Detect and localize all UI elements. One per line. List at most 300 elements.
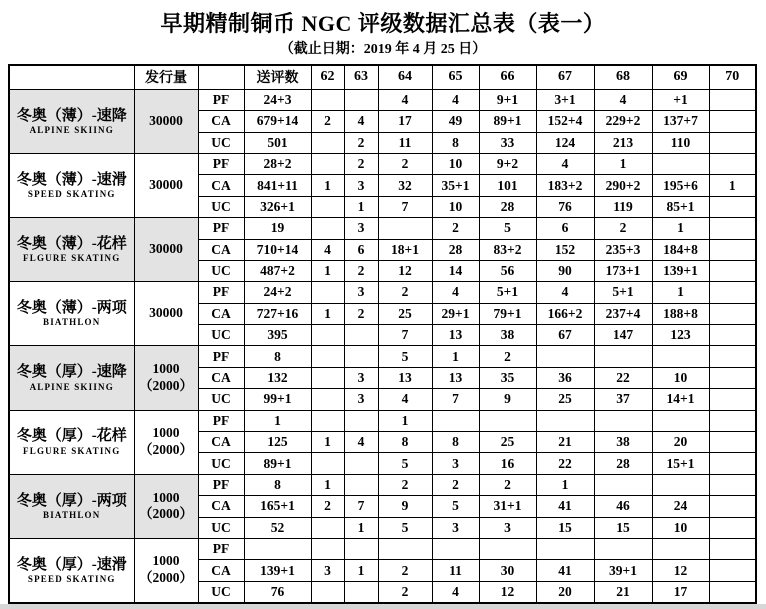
group-name-en: FLGURE SKATING xyxy=(23,253,121,264)
group-label-cell xyxy=(9,89,134,153)
grade-cell: 21 xyxy=(594,581,652,602)
grade-cell xyxy=(311,453,344,474)
grade-cell xyxy=(479,410,536,431)
group-name-en: ALPINE SKIING xyxy=(29,381,114,392)
grade-cell xyxy=(344,474,378,495)
group-label-cell xyxy=(9,282,134,346)
page-title: 早期精制铜币 NGC 评级数据汇总表（表一） xyxy=(160,11,606,36)
grade-cell xyxy=(652,538,709,559)
grade-cell: 1 xyxy=(311,260,344,281)
grade-cell xyxy=(709,218,756,239)
mintage-cell xyxy=(134,346,198,410)
grade-cell xyxy=(479,538,536,559)
table-row xyxy=(9,410,756,431)
grade-cell xyxy=(311,196,344,217)
table-row xyxy=(9,218,756,239)
table-row xyxy=(9,153,756,174)
type-cell: CA xyxy=(198,175,244,196)
grade-cell xyxy=(311,410,344,431)
grade-header: 69 xyxy=(652,65,709,90)
grade-cell: 3 xyxy=(432,517,479,538)
type-cell: PF xyxy=(198,153,244,174)
submitted-cell: 24+3 xyxy=(244,89,311,110)
corner-cell xyxy=(9,65,134,90)
grade-cell: 5 xyxy=(432,496,479,517)
mintage-cell xyxy=(134,153,198,217)
grade-cell: 1 xyxy=(311,432,344,453)
grade-cell: 15 xyxy=(594,517,652,538)
submitted-cell: 1 xyxy=(244,410,311,431)
grade-cell: 20 xyxy=(536,581,594,602)
mintage-cell xyxy=(134,410,198,474)
group-label-cell xyxy=(9,153,134,217)
submitted-header: 送评数 xyxy=(244,65,311,90)
grade-cell: 8 xyxy=(378,432,432,453)
mintage-line: 1000 xyxy=(152,425,180,441)
table-row xyxy=(9,538,756,559)
grade-header: 62 xyxy=(311,65,344,90)
grade-cell: 18+1 xyxy=(378,239,432,260)
grade-cell: 35+1 xyxy=(432,175,479,196)
grade-cell: 12 xyxy=(378,260,432,281)
page-subtitle: （截止日期：2019 年 4 月 25 日） xyxy=(279,42,487,58)
grade-cell xyxy=(709,260,756,281)
group-label-cell xyxy=(9,410,134,474)
type-cell: PF xyxy=(198,218,244,239)
grade-cell: 5+1 xyxy=(479,282,536,303)
grade-cell: 110 xyxy=(652,132,709,153)
group-name-en: BIATHLON xyxy=(43,317,101,328)
grade-cell xyxy=(311,218,344,239)
grade-cell: 3 xyxy=(432,453,479,474)
grade-cell: 13 xyxy=(432,367,479,388)
grade-cell: 17 xyxy=(378,111,432,132)
grade-cell: 29+1 xyxy=(432,303,479,324)
grade-cell: 28 xyxy=(432,239,479,260)
grade-cell xyxy=(652,474,709,495)
grade-cell: 5 xyxy=(378,517,432,538)
grade-cell: 14 xyxy=(432,260,479,281)
grade-cell: 4 xyxy=(344,432,378,453)
grade-cell: 7 xyxy=(344,496,378,517)
grade-cell xyxy=(536,410,594,431)
grade-cell: 123 xyxy=(652,325,709,346)
mintage-line: （2000） xyxy=(139,570,193,586)
grade-cell xyxy=(709,346,756,367)
grade-cell xyxy=(709,432,756,453)
grade-cell: 36 xyxy=(536,367,594,388)
grade-cell xyxy=(311,517,344,538)
grade-cell: 28 xyxy=(594,453,652,474)
mintage-cell xyxy=(134,538,198,602)
mintage-line: 1000 xyxy=(152,553,180,569)
submitted-cell: 24+2 xyxy=(244,282,311,303)
grade-cell: 28 xyxy=(479,196,536,217)
grade-cell xyxy=(709,196,756,217)
grade-cell xyxy=(344,346,378,367)
grade-cell: 31+1 xyxy=(479,496,536,517)
grade-cell xyxy=(432,410,479,431)
grade-cell xyxy=(344,325,378,346)
grade-cell: 235+3 xyxy=(594,239,652,260)
grade-cell xyxy=(311,346,344,367)
submitted-cell: 710+14 xyxy=(244,239,311,260)
mintage-line: 1000 xyxy=(152,361,180,377)
grade-cell: 17 xyxy=(652,581,709,602)
type-cell: CA xyxy=(198,560,244,581)
grade-cell: 89+1 xyxy=(479,111,536,132)
grade-cell: 38 xyxy=(479,325,536,346)
grade-cell: 79+1 xyxy=(479,303,536,324)
submitted-cell: 99+1 xyxy=(244,389,311,410)
grade-cell: 24 xyxy=(652,496,709,517)
group-name-en: SPEED SKATING xyxy=(27,573,116,584)
type-cell: UC xyxy=(198,196,244,217)
grade-cell: 4 xyxy=(378,389,432,410)
grade-cell: 137+7 xyxy=(652,111,709,132)
table-row xyxy=(9,474,756,495)
mintage-line: （2000） xyxy=(139,506,193,522)
submitted-cell: 8 xyxy=(244,474,311,495)
group-name-cn: 冬奥（厚）-速滑 xyxy=(16,556,127,573)
group-name-cn: 冬奥（薄）-花样 xyxy=(16,235,127,252)
grade-cell: 2 xyxy=(432,218,479,239)
group-name-en: FLGURE SKATING xyxy=(23,445,121,456)
mintage-line: 30000 xyxy=(149,305,183,321)
grade-cell xyxy=(311,132,344,153)
grade-cell: 147 xyxy=(594,325,652,346)
grade-cell: 2 xyxy=(479,474,536,495)
grade-cell: 1 xyxy=(311,175,344,196)
group-name-cn: 冬奥（薄）-两项 xyxy=(16,300,127,317)
grade-cell: 90 xyxy=(536,260,594,281)
grade-cell: 2 xyxy=(378,560,432,581)
grade-cell: 173+1 xyxy=(594,260,652,281)
grade-cell: 237+4 xyxy=(594,303,652,324)
grade-cell: 195+6 xyxy=(652,175,709,196)
grade-cell xyxy=(594,410,652,431)
grade-cell: 2 xyxy=(344,132,378,153)
grade-cell xyxy=(432,538,479,559)
grade-cell: 10 xyxy=(652,517,709,538)
grade-cell: 25 xyxy=(536,389,594,410)
grade-cell: 3 xyxy=(344,389,378,410)
grade-cell: 9 xyxy=(378,496,432,517)
grade-cell: 13 xyxy=(378,367,432,388)
grade-cell xyxy=(709,389,756,410)
grade-cell: 76 xyxy=(536,196,594,217)
grade-cell: 2 xyxy=(311,496,344,517)
grade-cell: 37 xyxy=(594,389,652,410)
grade-cell: 1 xyxy=(536,474,594,495)
grade-cell: 22 xyxy=(594,367,652,388)
type-cell: PF xyxy=(198,282,244,303)
grade-cell: 46 xyxy=(594,496,652,517)
table-row xyxy=(9,346,756,367)
grade-cell: 5 xyxy=(378,346,432,367)
grade-cell: 9+2 xyxy=(479,153,536,174)
grade-cell xyxy=(594,346,652,367)
grade-cell: 290+2 xyxy=(594,175,652,196)
grade-cell: 21 xyxy=(536,432,594,453)
group-name-cn: 冬奥（薄）-速降 xyxy=(16,107,127,124)
grade-cell: 4 xyxy=(536,153,594,174)
group-label-cell xyxy=(9,346,134,410)
grade-header: 64 xyxy=(378,65,432,90)
grade-cell: 3+1 xyxy=(536,89,594,110)
type-header xyxy=(198,65,244,90)
table-row xyxy=(9,282,756,303)
type-cell: CA xyxy=(198,432,244,453)
grade-cell: 22 xyxy=(536,453,594,474)
grade-cell xyxy=(536,346,594,367)
type-cell: CA xyxy=(198,111,244,132)
grade-cell: 15+1 xyxy=(652,453,709,474)
grade-cell xyxy=(311,325,344,346)
submitted-cell: 326+1 xyxy=(244,196,311,217)
grade-cell xyxy=(709,367,756,388)
grade-cell xyxy=(344,453,378,474)
grade-cell: 2 xyxy=(344,303,378,324)
mintage-cell xyxy=(134,474,198,538)
grade-cell: 2 xyxy=(378,581,432,602)
type-cell: UC xyxy=(198,325,244,346)
grade-cell: 1 xyxy=(378,410,432,431)
grade-cell xyxy=(709,89,756,110)
grade-header: 65 xyxy=(432,65,479,90)
grade-cell: 3 xyxy=(479,517,536,538)
grade-cell: 229+2 xyxy=(594,111,652,132)
grade-cell: 2 xyxy=(378,474,432,495)
grade-cell: 4 xyxy=(344,111,378,132)
type-cell: PF xyxy=(198,474,244,495)
grade-cell: 119 xyxy=(594,196,652,217)
submitted-cell: 52 xyxy=(244,517,311,538)
grade-cell xyxy=(652,410,709,431)
type-cell: CA xyxy=(198,367,244,388)
grade-cell: 2 xyxy=(594,218,652,239)
grade-cell: 8 xyxy=(432,432,479,453)
grade-cell: 85+1 xyxy=(652,196,709,217)
mintage-line: （2000） xyxy=(139,442,193,458)
grade-cell: 5 xyxy=(479,218,536,239)
submitted-cell: 125 xyxy=(244,432,311,453)
grade-cell: 5+1 xyxy=(594,282,652,303)
group-name-en: SPEED SKATING xyxy=(27,188,116,199)
grade-cell: 32 xyxy=(378,175,432,196)
type-cell: CA xyxy=(198,303,244,324)
grade-cell: 2 xyxy=(479,346,536,367)
submitted-cell: 679+14 xyxy=(244,111,311,132)
grade-cell: 152 xyxy=(536,239,594,260)
grade-cell: 30 xyxy=(479,560,536,581)
grade-cell xyxy=(594,474,652,495)
grade-cell xyxy=(344,581,378,602)
submitted-cell: 76 xyxy=(244,581,311,602)
group-name-cn: 冬奥（厚）-花样 xyxy=(16,428,127,445)
grade-cell: 1 xyxy=(652,218,709,239)
submitted-cell: 487+2 xyxy=(244,260,311,281)
grade-cell xyxy=(311,389,344,410)
type-cell: PF xyxy=(198,538,244,559)
type-cell: UC xyxy=(198,260,244,281)
grade-cell xyxy=(378,218,432,239)
group-label-cell xyxy=(9,474,134,538)
grade-cell xyxy=(709,325,756,346)
type-cell: CA xyxy=(198,239,244,260)
mintage-line: 30000 xyxy=(149,112,183,128)
grade-cell: 3 xyxy=(344,367,378,388)
grade-cell: 25 xyxy=(479,432,536,453)
grade-cell: 9 xyxy=(479,389,536,410)
grade-cell: 15 xyxy=(536,517,594,538)
window-edge-bar xyxy=(0,604,766,609)
grade-cell: 2 xyxy=(378,153,432,174)
grade-cell: 11 xyxy=(432,560,479,581)
grade-cell xyxy=(344,538,378,559)
type-cell: UC xyxy=(198,132,244,153)
header-row xyxy=(9,65,756,90)
grade-header: 67 xyxy=(536,65,594,90)
grade-cell: 4 xyxy=(311,239,344,260)
grade-cell xyxy=(709,517,756,538)
grade-cell: 3 xyxy=(344,282,378,303)
grade-cell: 25 xyxy=(378,303,432,324)
grade-header: 70 xyxy=(709,65,756,90)
grade-cell: 4 xyxy=(378,89,432,110)
grade-cell xyxy=(311,153,344,174)
grade-cell xyxy=(709,410,756,431)
grade-cell: 6 xyxy=(536,218,594,239)
grade-cell: 4 xyxy=(536,282,594,303)
type-cell: CA xyxy=(198,496,244,517)
grade-cell: 83+2 xyxy=(479,239,536,260)
submitted-cell: 89+1 xyxy=(244,453,311,474)
grade-cell: 33 xyxy=(479,132,536,153)
submitted-cell: 8 xyxy=(244,346,311,367)
grade-cell: 9+1 xyxy=(479,89,536,110)
table-header xyxy=(9,65,756,90)
grade-cell: 49 xyxy=(432,111,479,132)
grade-cell: 2 xyxy=(432,474,479,495)
grade-cell xyxy=(709,474,756,495)
grade-cell: 4 xyxy=(594,89,652,110)
submitted-cell: 165+1 xyxy=(244,496,311,517)
grade-cell: 41 xyxy=(536,560,594,581)
grade-cell: 213 xyxy=(594,132,652,153)
grade-cell: 14+1 xyxy=(652,389,709,410)
grade-cell: 183+2 xyxy=(536,175,594,196)
grade-cell: 6 xyxy=(344,239,378,260)
grade-cell: 124 xyxy=(536,132,594,153)
grade-cell: 7 xyxy=(378,196,432,217)
grading-table-body xyxy=(9,89,756,602)
mintage-cell xyxy=(134,218,198,282)
type-cell: UC xyxy=(198,581,244,602)
grade-cell: 20 xyxy=(652,432,709,453)
grade-cell: 16 xyxy=(479,453,536,474)
grade-cell: 10 xyxy=(432,153,479,174)
grade-cell: 7 xyxy=(432,389,479,410)
grade-cell xyxy=(709,581,756,602)
grade-cell xyxy=(709,239,756,260)
grade-cell xyxy=(709,453,756,474)
submitted-cell: 28+2 xyxy=(244,153,311,174)
grade-cell: 2 xyxy=(344,260,378,281)
grade-cell: 139+1 xyxy=(652,260,709,281)
grade-cell xyxy=(709,282,756,303)
grade-cell: 1 xyxy=(709,175,756,196)
grade-cell: 1 xyxy=(594,153,652,174)
group-name-en: ALPINE SKIING xyxy=(29,124,114,135)
submitted-cell: 139+1 xyxy=(244,560,311,581)
grade-cell xyxy=(311,367,344,388)
grade-cell xyxy=(709,538,756,559)
grade-cell xyxy=(652,346,709,367)
grade-cell xyxy=(709,560,756,581)
grade-cell: 2 xyxy=(311,111,344,132)
grade-cell: 38 xyxy=(594,432,652,453)
grade-header: 66 xyxy=(479,65,536,90)
group-name-en: BIATHLON xyxy=(43,509,101,520)
grade-cell: 10 xyxy=(652,367,709,388)
mintage-header: 发行量 xyxy=(134,65,198,90)
grade-cell: 152+4 xyxy=(536,111,594,132)
grade-cell xyxy=(344,89,378,110)
grade-cell: 1 xyxy=(344,560,378,581)
mintage-cell xyxy=(134,89,198,153)
grade-cell: 1 xyxy=(652,282,709,303)
grade-cell xyxy=(652,153,709,174)
grade-cell xyxy=(311,538,344,559)
grade-cell: +1 xyxy=(652,89,709,110)
table-row xyxy=(9,89,756,110)
grade-cell xyxy=(709,496,756,517)
grade-cell: 56 xyxy=(479,260,536,281)
mintage-line: 1000 xyxy=(152,489,180,505)
group-name-cn: 冬奥（厚）-速降 xyxy=(16,364,127,381)
type-cell: UC xyxy=(198,453,244,474)
grade-header: 63 xyxy=(344,65,378,90)
type-cell: PF xyxy=(198,89,244,110)
type-cell: PF xyxy=(198,346,244,367)
submitted-cell xyxy=(244,538,311,559)
mintage-line: （2000） xyxy=(139,378,193,394)
grade-cell: 8 xyxy=(432,132,479,153)
grade-cell xyxy=(344,410,378,431)
submitted-cell: 841+11 xyxy=(244,175,311,196)
grade-cell xyxy=(311,581,344,602)
type-cell: UC xyxy=(198,389,244,410)
grade-cell xyxy=(594,538,652,559)
mintage-line: 30000 xyxy=(149,177,183,193)
grade-cell: 4 xyxy=(432,581,479,602)
grade-cell: 1 xyxy=(432,346,479,367)
grade-cell: 4 xyxy=(432,282,479,303)
grade-cell: 101 xyxy=(479,175,536,196)
grade-cell: 39+1 xyxy=(594,560,652,581)
mintage-cell xyxy=(134,282,198,346)
grade-cell xyxy=(709,111,756,132)
group-label-cell xyxy=(9,218,134,282)
grade-cell: 1 xyxy=(311,474,344,495)
grade-cell: 12 xyxy=(479,581,536,602)
submitted-cell: 19 xyxy=(244,218,311,239)
grade-cell xyxy=(709,132,756,153)
grade-cell: 184+8 xyxy=(652,239,709,260)
grade-cell: 67 xyxy=(536,325,594,346)
grade-cell: 12 xyxy=(652,560,709,581)
